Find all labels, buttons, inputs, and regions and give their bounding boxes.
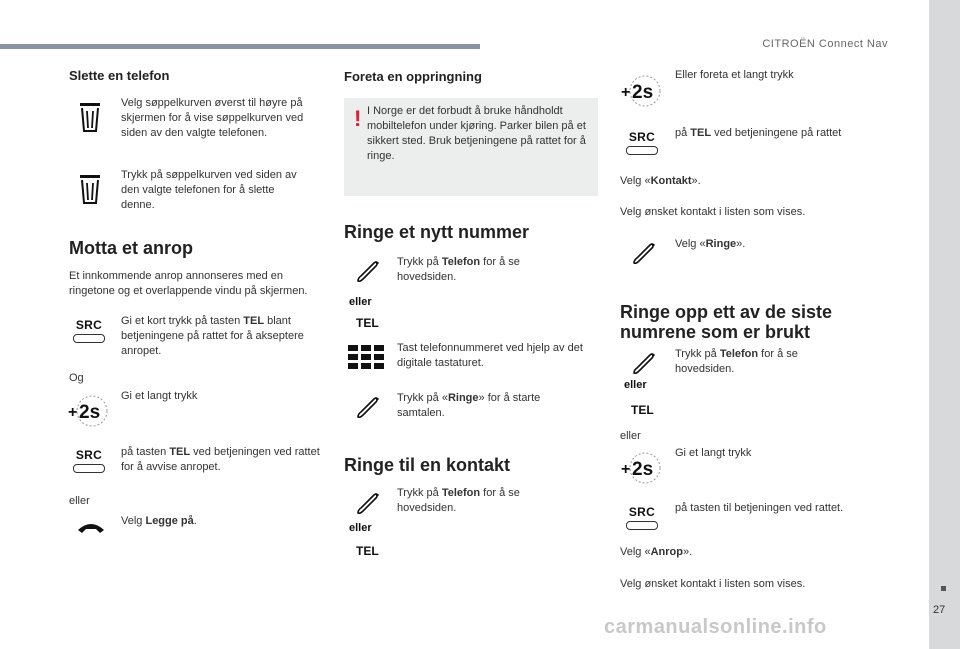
- eller-text: eller: [69, 495, 90, 507]
- accept-call-text: Gi et kort trykk på tasten TEL blant betjeningene på rattet for å akseptere anropet.: [121, 315, 304, 357]
- svg-text:2s: 2s: [632, 82, 654, 103]
- select-ringe-text: Velg «Ringe».: [675, 238, 746, 250]
- phone-handset-icon: [631, 350, 657, 381]
- brand-label: CITROËN Connect Nav: [762, 38, 888, 50]
- watermark: carmanualsonline.info: [604, 616, 827, 638]
- phone-handset-icon: [355, 258, 381, 289]
- receive-intro: Et innkommende anrop annonseres med en ringetone og et overlappende vindu på skjermen.: [69, 270, 308, 297]
- recent-heading: Ringe opp ett av de siste numrene som er brukt: [620, 302, 833, 342]
- recent-step-1: Trykk på Telefon for å se hovedsiden.: [675, 348, 798, 375]
- tel-key-label: TEL: [631, 403, 654, 417]
- new-number-heading: Ringe et nytt nummer: [344, 222, 530, 242]
- eller-label: eller: [349, 296, 372, 308]
- src-key-icon: [624, 130, 660, 155]
- src-key-text: SRC: [628, 505, 656, 519]
- src-key-text: SRC: [628, 130, 656, 144]
- svg-text:+: +: [621, 84, 631, 101]
- page-marker: [941, 586, 946, 591]
- header-rule: [0, 44, 480, 49]
- src-key-icon: [624, 505, 660, 530]
- trash-icon: [76, 100, 104, 134]
- delete-phone-heading: Slette en telefon: [69, 68, 170, 83]
- svg-text:+: +: [68, 404, 78, 421]
- og-text: Og: [69, 372, 84, 384]
- keypad-icon: [348, 345, 386, 378]
- reject-call-text: på tasten TEL ved betjeningen ved rattet for å avvise anropet.: [121, 446, 320, 473]
- phone-handset-icon: [355, 490, 381, 521]
- new-step-2: Tast telefonnummeret ved hjelp av det digitale tastaturet.: [397, 342, 583, 369]
- warning-text: I Norge er det forbudt å bruke håndholdt mobiltelefon under kjøring. Parker bilen på et sikkert sted. Bruk betjeningene på rattet for å ringe.: [367, 105, 586, 162]
- select-anrop-text: Velg «Anrop».: [620, 546, 693, 558]
- long-press-text: Gi et langt trykk: [675, 447, 752, 459]
- new-step-1: Trykk på Telefon for å se hovedsiden.: [397, 256, 520, 283]
- hang-up-icon: [76, 520, 106, 539]
- svg-text:2s: 2s: [632, 459, 654, 480]
- trash-icon: [76, 172, 104, 206]
- phone-handset-icon: [631, 240, 657, 271]
- eller-label: eller: [624, 379, 647, 391]
- long-press-2s-icon: [620, 73, 664, 114]
- delete-step-1: Velg søppelkurven øverst til høyre på skjermen for å vise søppelkurven ved siden av den valgte telefonen.: [121, 97, 304, 139]
- page-number: 27: [933, 604, 946, 616]
- contact-step-1: Trykk på Telefon for å se hovedsiden.: [397, 487, 520, 514]
- make-call-heading: Foreta en oppringning: [344, 69, 482, 84]
- or-long-press-text: Eller foreta et langt trykk: [675, 69, 794, 81]
- eller-label: eller: [349, 522, 372, 534]
- tel-steering-text: på TEL ved betjeningene på rattet: [675, 127, 842, 139]
- select-contact-text: Velg «Kontakt».: [620, 175, 701, 187]
- steering-key-text: på tasten til betjeningen ved rattet.: [675, 502, 844, 514]
- select-from-list-text: Velg ønsket kontakt i listen som vises.: [620, 206, 806, 218]
- tel-key-label: TEL: [356, 544, 379, 558]
- contact-heading: Ringe til en kontakt: [344, 455, 511, 475]
- delete-step-2: Trykk på søppelkurven ved siden av den valgte telefonen for å slette denne.: [121, 169, 297, 211]
- side-strip: [929, 0, 960, 649]
- phone-handset-icon: [355, 394, 381, 425]
- select-from-list-text: Velg ønsket kontakt i listen som vises.: [620, 578, 806, 590]
- tel-key-label: TEL: [356, 316, 379, 330]
- hang-up-text: Velg Legge på.: [121, 515, 197, 527]
- warning-icon: !: [354, 106, 362, 131]
- svg-text:+: +: [621, 461, 631, 478]
- src-key-text: SRC: [75, 318, 103, 332]
- long-press-2s-icon: [67, 393, 111, 434]
- svg-text:2s: 2s: [79, 402, 101, 423]
- src-key-icon: [71, 318, 107, 343]
- new-step-3: Trykk på «Ringe» for å starte samtalen.: [397, 392, 541, 419]
- long-press-text: Gi et langt trykk: [121, 390, 198, 402]
- receive-call-heading: Motta et anrop: [69, 238, 193, 258]
- eller-text: eller: [620, 430, 641, 442]
- src-key-text: SRC: [75, 448, 103, 462]
- long-press-2s-icon: [620, 450, 664, 491]
- src-key-icon: [71, 448, 107, 473]
